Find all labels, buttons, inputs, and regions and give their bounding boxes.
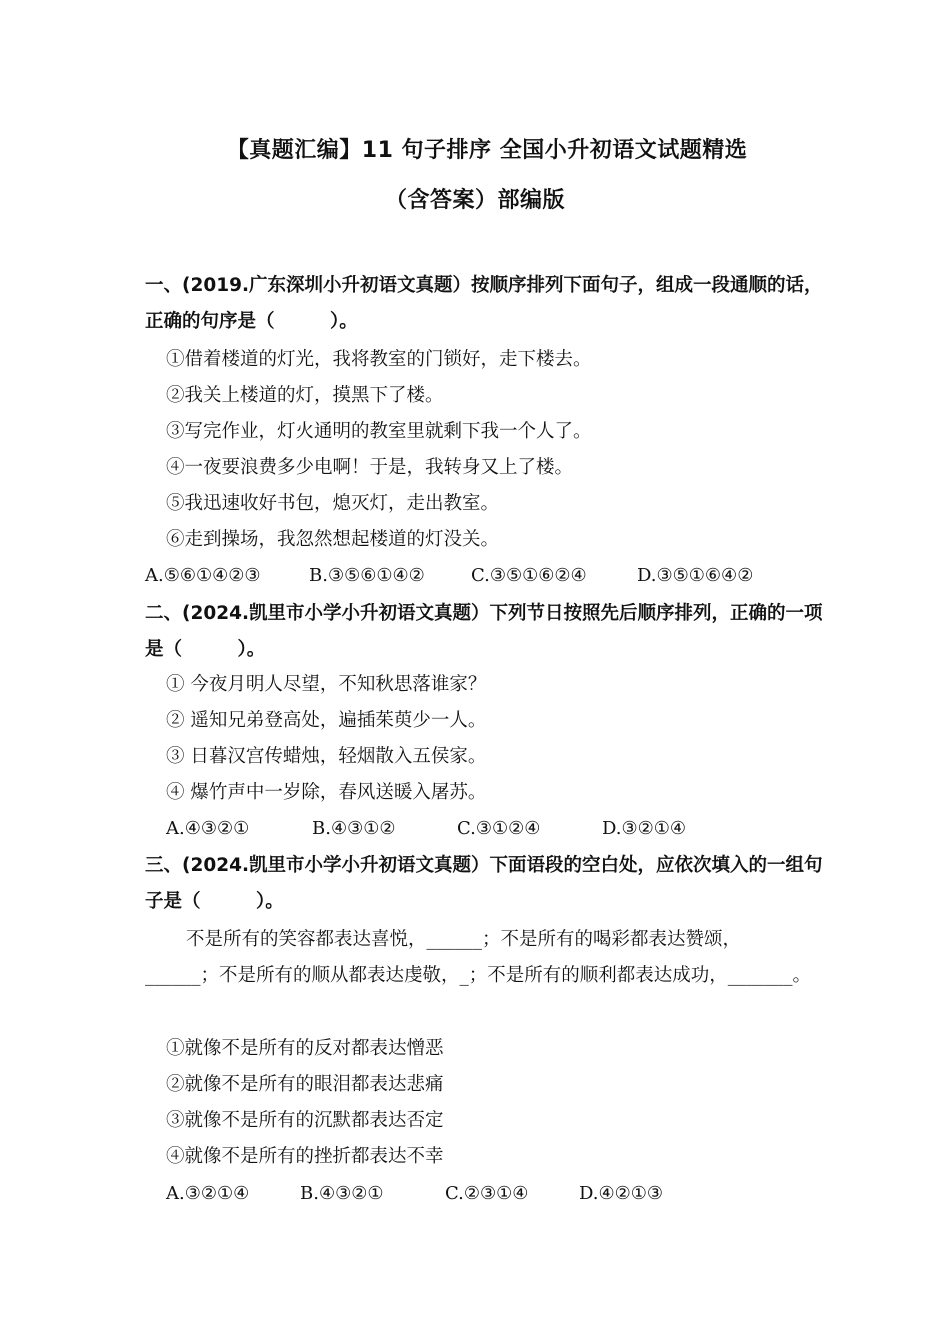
q3-option-d[interactable]: D.④②①③ (579, 1183, 664, 1204)
q3-passage: 不是所有的笑容都表达喜悦，______；不是所有的喝彩都表达赞颂，______；不是所有的顺从都表达虔敬，_；不是所有的顺利都表达成功，_______。 (145, 929, 812, 986)
q1-option-d[interactable]: D.③⑤①⑥④② (637, 565, 754, 586)
question-2-stem: 二、(2024.凯里市小学小升初语文真题）下列节日按照先后顺序排列，正确的一项是（ ）。 (145, 603, 823, 660)
q1-sentence-2: ②我关上楼道的灯，摸黑下了楼。 (166, 385, 444, 406)
q2-sentence-3: ③ 日暮汉宫传蜡烛，轻烟散入五侯家。 (166, 746, 487, 767)
q1-sentence-3: ③写完作业，灯火通明的教室里就剩下我一个人了。 (166, 421, 592, 442)
q3-option-a[interactable]: A.③②①④ (166, 1183, 250, 1204)
q3-option-b[interactable]: B.④③②① (300, 1183, 384, 1204)
q1-sentence-4: ④一夜要浪费多少电啊！于是，我转身又上了楼。 (166, 457, 574, 478)
q3-sentence-1: ①就像不是所有的反对都表达憎恶 (166, 1038, 444, 1059)
q2-option-d[interactable]: D.③②①④ (602, 818, 687, 839)
q3-option-c[interactable]: C.②③①④ (445, 1183, 529, 1204)
q2-sentence-1: ① 今夜月明人尽望，不知秋思落谁家？ (166, 674, 487, 695)
q1-option-b[interactable]: B.③⑤⑥①④② (309, 565, 425, 586)
q3-sentence-3: ③就像不是所有的沉默都表达否定 (166, 1110, 444, 1131)
q2-option-a[interactable]: A.④③②① (166, 818, 250, 839)
document-title-line2: （含答案）部编版 (384, 188, 565, 213)
q2-options (166, 811, 686, 847)
q3-options (166, 1176, 663, 1212)
q2-option-b[interactable]: B.④③①② (312, 818, 396, 839)
q1-sentence-6: ⑥走到操场，我忽然想起楼道的灯没关。 (166, 529, 500, 550)
q3-sentence-2: ②就像不是所有的眼泪都表达悲痛 (166, 1074, 444, 1095)
q2-option-c[interactable]: C.③①②④ (457, 818, 541, 839)
q1-option-c[interactable]: C.③⑤①⑥②④ (471, 565, 587, 586)
q1-options (145, 558, 753, 594)
q1-sentence-1: ①借着楼道的灯光，我将教室的门锁好，走下楼去。 (166, 349, 592, 370)
question-3-stem: 三、(2024.凯里市小学小升初语文真题）下面语段的空白处，应依次填入的一组句子是（ ）。 (145, 855, 823, 912)
document-title-line1: 【真题汇编】11 句子排序 全国小升初语文试题精选 (226, 138, 748, 163)
q2-sentence-2: ② 遥知兄弟登高处，遍插茱萸少一人。 (166, 710, 487, 731)
q1-sentence-5: ⑤我迅速收好书包，熄灭灯，走出教室。 (166, 493, 500, 514)
question-1-stem: 一、(2019.广东深圳小升初语文真题）按顺序排列下面句子，组成一段通顺的话，正确的句序是（ ）。 (145, 275, 823, 332)
q2-sentence-4: ④ 爆竹声中一岁除，春风送暖入屠苏。 (166, 782, 487, 803)
q1-option-a[interactable]: A.⑤⑥①④②③ (145, 565, 261, 586)
q3-sentence-4: ④就像不是所有的挫折都表达不幸 (166, 1146, 444, 1167)
